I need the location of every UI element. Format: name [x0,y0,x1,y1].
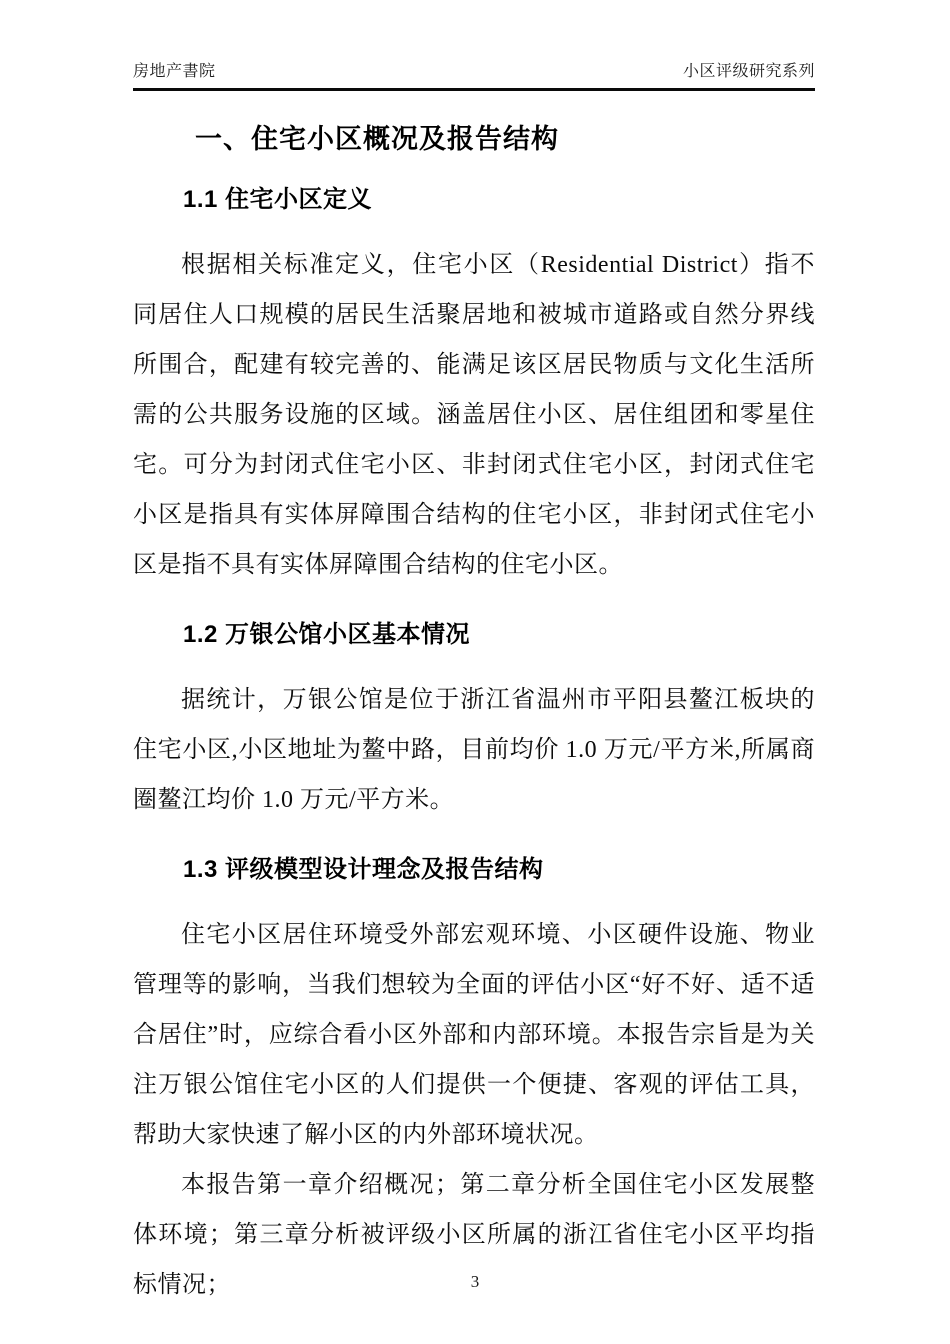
header-right-text: 小区评级研究系列 [682,63,815,80]
paragraph-definition: 根据相关标准定义，住宅小区（Residential District）指不同居住人口规模的居民生活聚居地和被城市道路或自然分界线所围合，配建有较完善的、能满足该区居民物质与文化生活所需的公共服务设施的区域。涵盖居住小区、居住组团和零星住宅。可分为封闭式住宅小区、非封闭式住宅小区，封闭式住宅小区是指具有实体屏障围合结构的住宅小区，非封闭式住宅小区是指不具有实体屏障围合结构的住宅小区。 [133,252,815,578]
section-heading-1-2: 1.2 万银公馆小区基本情况 [183,621,471,648]
chapter-title: 一、住宅小区概况及报告结构 [195,124,559,154]
paragraph-report-structure: 本报告第一章介绍概况；第二章分析全国住宅小区发展整体环境；第三章分析被评级小区所属的浙江省住宅小区平均指标情况； [133,1172,815,1298]
page-footer [0,1272,950,1292]
header-left-text: 房地产書院 [133,63,216,80]
page-number: 3 [470,1272,480,1291]
paragraph-model-concept: 住宅小区居住环境受外部宏观环境、小区硬件设施、物业管理等的影响，当我们想较为全面的评估小区“好不好、适不适合居住”时，应综合看小区外部和内部环境。本报告宗旨是为关注万银公馆住宅小区的人们提供一个便捷、客观的评估工具，帮助大家快速了解小区的内外部环境状况。 [133,922,815,1148]
page-header [133,0,815,91]
section-heading-1-3: 1.3 评级模型设计理念及报告结构 [183,856,544,883]
section-heading-1-1: 1.1 住宅小区定义 [183,186,373,213]
paragraph-basic-info: 据统计，万银公馆是位于浙江省温州市平阳县鳌江板块的住宅小区,小区地址为鳌中路，目前均价 1.0 万元/平方米,所属商圈鳌江均价 1.0 万元/平方米。 [133,687,815,813]
